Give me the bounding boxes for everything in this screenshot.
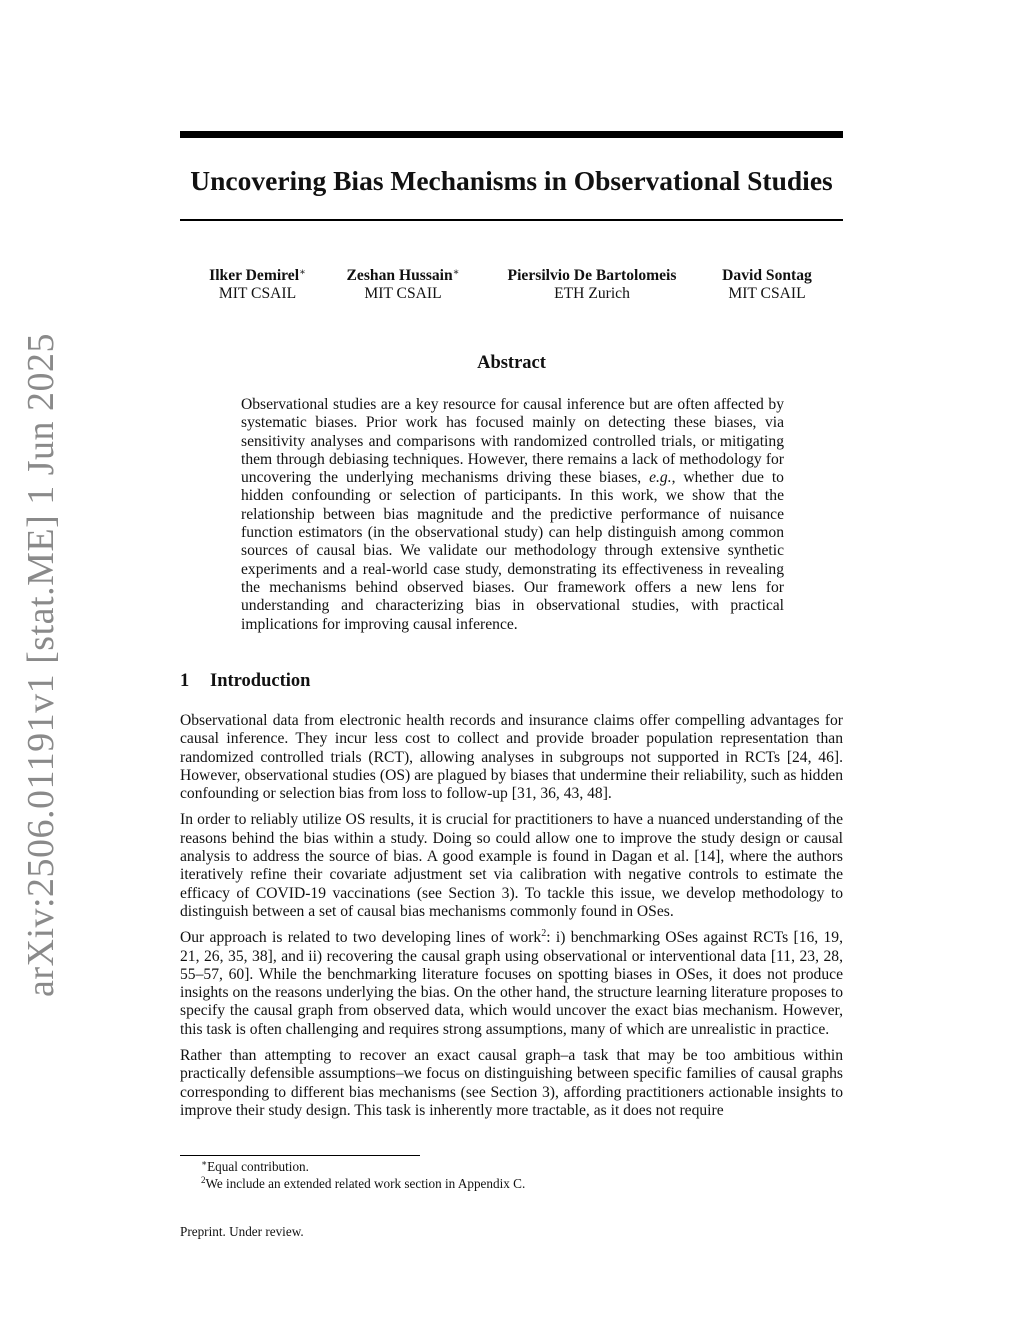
arxiv-id-text: arXiv:2506.01191v1 [stat.ME] 1 Jun 2025: [20, 332, 62, 998]
paragraph: In order to reliably utilize OS results, it is crucial for practitioners to have a nuanced understanding of the reasons behind the bias within a study. Doing so could allow one to improve the study design or causal analysis to address the source of bias. A good example is found in Dagan et al. [14], where the authors iteratively refine their covariate adjustment set via calibration with negative controls to estimate the efficacy of COVID-19 vaccinations (see Section 3). To tackle this issue, we develop methodology to distinguish between a set of causal bias mechanisms commonly found in OSes.: [180, 811, 843, 920]
section-number: 1: [180, 671, 190, 691]
section-title: Introduction: [210, 671, 311, 691]
abstract-eg: e.g.: [649, 469, 672, 487]
section-heading: [180, 669, 843, 693]
author-name: Ilker Demirel: [209, 267, 300, 284]
footnote: [180, 1175, 843, 1192]
author-affiliation: ETH Zurich: [554, 285, 630, 302]
author-affiliation: MIT CSAIL: [728, 285, 806, 302]
author-block: [190, 267, 325, 303]
footnote-mark: ∗: [201, 1158, 208, 1168]
author-affiliation: MIT CSAIL: [218, 285, 297, 302]
paragraph-part: : i) benchmarking OSes against RCTs [16, 19, 21, 26, 35, 38], and ii) recovering the causal graph using observational or interventional data [11, 23, 28, 55–57, 60]. While the benchmarking literature focuses on spotting biases in OSes, it does not produce insights on the reasons underlying the bias. On the other hand, the structure learning literature proposes to specify the causal graph from observed data, which would uncover the exact bias mechanism. However, this task is often challenging and requires strong assumptions, many of which are unrealistic in practice.: [180, 929, 843, 1038]
footnote-text: Equal contribution.: [207, 1159, 309, 1174]
section-body: [180, 712, 843, 1128]
preprint-footer: Preprint. Under review.: [180, 1224, 304, 1239]
abstract-heading: Abstract: [477, 353, 546, 373]
abstract-part: , whether due to hidden confounding or selection of participants. In this work, we show that the relationship between bias magnitude and the predictive performance of nuisance function estimators (in the observational study) can help distinguish among common sources of causal bias. We validate our methodology through extensive synthetic experiments and a real-world case study, demonstrating its effectiveness in revealing the mechanisms behind observed biases. Our framework offers a new lens for understanding and characterizing bias in observational studies, with practical implications for improving causal inference.: [241, 469, 784, 633]
author-block: [712, 267, 822, 303]
author-footnote-mark: ∗: [299, 267, 306, 278]
footnote-text: We include an extended related work section in Appendix C.: [205, 1176, 526, 1191]
footnote-ref[interactable]: 2: [541, 928, 547, 940]
title-bottom-rule: [180, 219, 843, 221]
footnote: [180, 1158, 843, 1175]
author-name: Zeshan Hussain: [346, 267, 453, 284]
abstract-text: [241, 396, 784, 634]
footnote-mark: 2: [201, 1175, 206, 1185]
footnote-rule: [180, 1155, 420, 1156]
author-name: Piersilvio De Bartolomeis: [507, 267, 677, 284]
paragraph: Observational data from electronic health records and insurance claims offer compelling advantages for causal inference. They incur less cost to collect and provide broader population representation than randomized controlled trials (RCT), allowing analyses in subgroups not supported in RCTs [24, 46]. However, observational studies (OS) are plagued by biases that undermine their reliability, such as hidden confounding or selection bias from loss to follow-up [31, 36, 43, 48].: [180, 712, 843, 803]
paragraph: [180, 929, 843, 1039]
author-footnote-mark: ∗: [452, 267, 460, 278]
paragraph: Rather than attempting to recover an exact causal graph–a task that may be too ambitious within practically defensible assumptions–we focus on distinguishing between specific families of causal graphs corresponding to different bias mechanisms (see Section 3), affording practitioners actionable insights to improve their study design. This task is inherently more tractable, as it does not require: [180, 1047, 843, 1119]
paper-title: Uncovering Bias Mechanisms in Observational Studies: [190, 165, 833, 196]
author-name: David Sontag: [722, 267, 812, 284]
footnotes: [180, 1158, 843, 1192]
paragraph-part: Our approach is related to two developing lines of work: [180, 929, 542, 947]
author-affiliation: MIT CSAIL: [364, 285, 442, 302]
author-block: [338, 267, 468, 303]
abstract-part: Observational studies are a key resource for causal inference but are often affected by systematic biases. Prior work has focused mainly on detecting these biases, via sensitivity analyses and comparisons with randomized controlled trials, or mitigating them through debiasing techniques. However, there remains a lack of methodology for uncovering the underlying mechanisms driving these biases,: [241, 396, 784, 487]
title-top-rule: [180, 131, 843, 138]
author-block: [496, 267, 688, 303]
arxiv-side-identifier[interactable]: [12, 332, 70, 998]
